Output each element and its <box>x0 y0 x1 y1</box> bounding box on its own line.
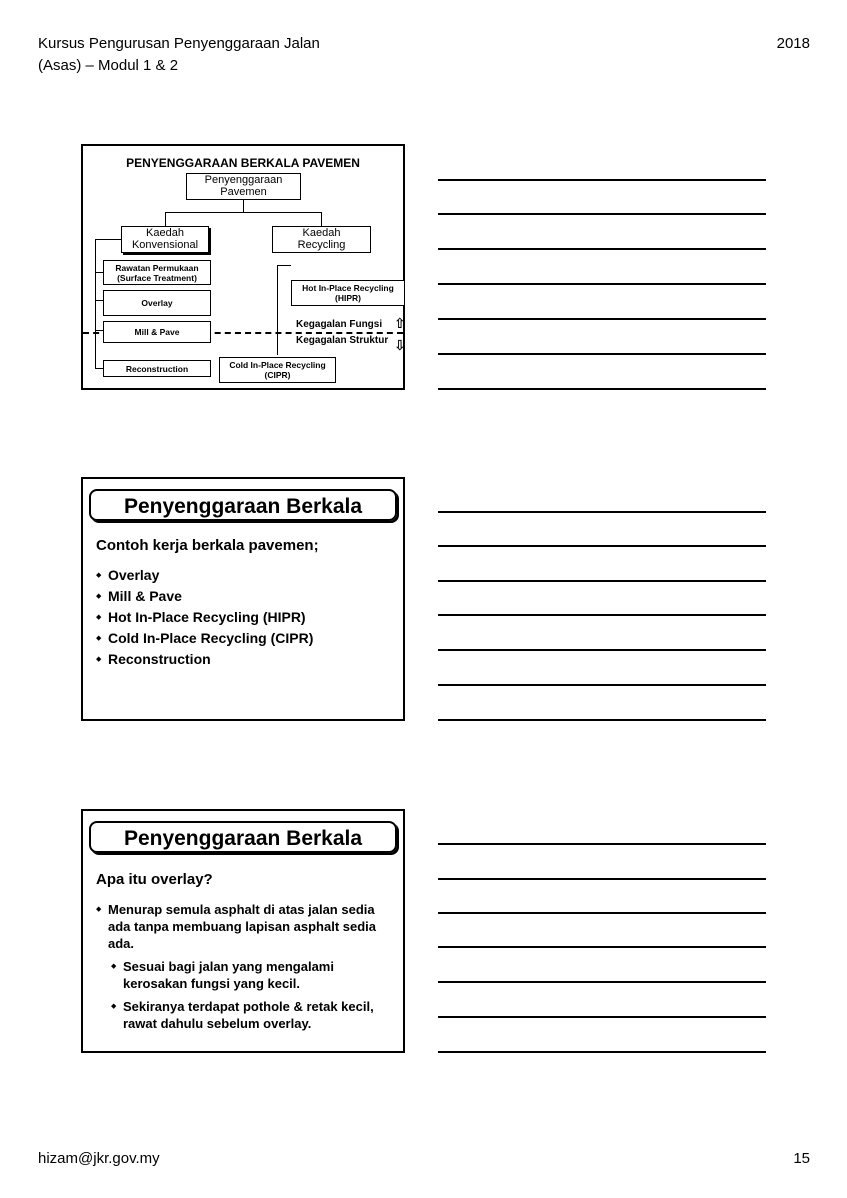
connector-line <box>95 239 96 369</box>
course-title-line1: Kursus Pengurusan Penyenggaraan Jalan <box>38 35 320 52</box>
list-item: ◆ Sekiranya terdapat pothole & retak kecil, rawat dahulu sebelum overlay. <box>111 998 396 1032</box>
connector-line <box>95 330 103 331</box>
header-year: 2018 <box>776 35 810 52</box>
slide-subtitle: Apa itu overlay? <box>96 871 213 888</box>
node-cipr: Cold In-Place Recycling (CIPR) <box>219 357 336 383</box>
bullet-list <box>96 565 396 670</box>
course-header <box>38 33 320 77</box>
slide-contoh-kerja <box>81 477 405 721</box>
node-reconstruction: Reconstruction <box>103 360 211 377</box>
list-item: ◆ Cold In-Place Recycling (CIPR) <box>96 628 396 649</box>
connector-line <box>95 239 121 240</box>
slide-subtitle: Contoh kerja berkala pavemen; <box>96 537 319 554</box>
connector-line <box>165 212 322 213</box>
list-item: ◆ Menurap semula asphalt di atas jalan sedia ada tanpa membuang lapisan asphalt sedia ada. <box>96 901 396 952</box>
connector-line <box>95 368 103 369</box>
connector-line <box>243 200 244 212</box>
footer-email: hizam@jkr.gov.my <box>38 1150 160 1167</box>
node-hipr: Hot In-Place Recycling (HIPR) <box>291 280 405 306</box>
node-overlay: Overlay <box>103 290 211 316</box>
connector-line <box>321 212 322 226</box>
connector-line <box>95 300 103 301</box>
node-kaedah-recycling: Kaedah Recycling <box>272 226 371 253</box>
list-item: ◆ Reconstruction <box>96 649 396 670</box>
label-kegagalan-struktur: Kegagalan Struktur <box>296 335 389 346</box>
arrow-down-icon: ⇩ <box>394 337 406 353</box>
bullet-list <box>96 901 396 1038</box>
diagram-title: PENYENGGARAAN BERKALA PAVEMEN <box>126 156 360 170</box>
list-item: ◆ Hot In-Place Recycling (HIPR) <box>96 607 396 628</box>
connector-line <box>165 212 166 226</box>
node-kaedah-konvensional: Kaedah Konvensional <box>121 226 209 253</box>
list-item: ◆ Mill & Pave <box>96 586 396 607</box>
connector-line <box>277 265 278 355</box>
label-kegagalan-fungsi: Kegagalan Fungsi <box>296 319 383 330</box>
slide-title: Penyenggaraan Berkala <box>89 489 397 521</box>
course-title-line2: (Asas) – Modul 1 & 2 <box>38 57 179 74</box>
node-mill-pave: Mill & Pave <box>103 321 211 343</box>
arrow-up-icon: ⇧ <box>394 315 406 331</box>
connector-line <box>95 272 103 273</box>
slide-apa-itu-overlay <box>81 809 405 1053</box>
node-penyenggaraan-pavemen: Penyenggaraan Pavemen <box>186 173 301 200</box>
slide-title: Penyenggaraan Berkala <box>89 821 397 853</box>
page-number: 15 <box>793 1150 810 1167</box>
slide-diagram <box>81 144 405 390</box>
list-item: ◆ Sesuai bagi jalan yang mengalami kerosakan fungsi yang kecil. <box>111 958 396 992</box>
list-item: ◆ Overlay <box>96 565 396 586</box>
node-rawatan-permukaan: Rawatan Permukaan (Surface Treatment) <box>103 260 211 285</box>
connector-line <box>277 265 291 266</box>
